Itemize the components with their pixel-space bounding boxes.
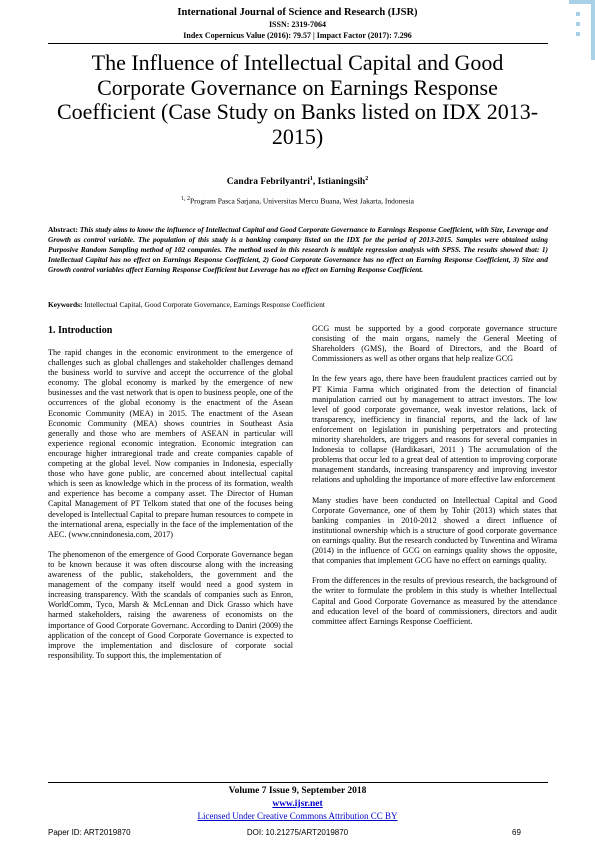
license-link[interactable]: Licensed Under Creative Commons Attribution CC BY [197, 811, 398, 821]
author-2-sup: 2 [365, 176, 369, 182]
journal-name: International Journal of Science and Research (IJSR) [177, 7, 418, 18]
keywords-label: Keywords: [48, 300, 83, 309]
keywords [48, 300, 548, 309]
right-column [312, 324, 557, 637]
author-2: Istianingsih [317, 177, 366, 188]
issn: ISSN: 2319-7064 [268, 20, 327, 29]
section-heading-introduction: 1. Introduction [48, 325, 113, 336]
left-column [48, 348, 293, 671]
paragraph: The rapid changes in the economic environment to the emergence of challenges such as global challenges and stakeholder challenges demand the business world to survive and accept the occurrence of the global economy. The global economy is marked by the emergence of new businesses and the vast network that is open to business people, one of the occurrences of the global economy is the enactment of the Asean Economic Community (MEA) in 2015. The enactment of the Asean Economic Community (MEA) shows countries in Southeast Asia generally and those who are members of ASEAN in particular will experience regional economic integration. Economic integration can encourage higher intraregional trade and create companies capable of competing at the global level. Now companies in Indonesia, especially those who have gone public, are concerned about intellectual capital which is seen as knowledge which in the process of its formation, wealth and experience has become a company asset. The Director of Human Capital Management of PT Telkom stated that one of the focuses being developed is Intellectual Capital to prepare human resources to compete in the international arena, especially in the face of the implementation of the AEC. (www.cnnindonesia.com, 2017) [48, 348, 293, 539]
footer-rule [48, 782, 548, 783]
author-1-sup: 1 [309, 176, 313, 182]
paragraph: From the differences in the results of previous research, the background of the writer to formulate the problem in this study is whether Intellectual Capital and Good Corporate Governance as measured by the attendance and education level of the board of commissioners, directors and audit committee affect Earnings Response Coefficient. [312, 576, 557, 626]
website-link[interactable]: www.ijsr.net [272, 799, 323, 809]
paper-id: Paper ID: ART2019870 [48, 828, 131, 837]
page-number: 69 [512, 828, 521, 837]
author-1: Candra Febrilyantri [226, 177, 310, 188]
paragraph: Many studies have been conducted on Intellectual Capital and Good Corporate Governance, one of them by Tohir (2013) which states that banking companies in 2010-2012 showed a direct influence of institutional ownership which is a structure of good corporate governance on earnings quality. But the research conducted by Tuwentina and Wirama (2014) in the influence of GCG on earnings quality shows the opposite, that companies that implement GCG have no effect on earnings quality. [312, 495, 557, 566]
abstract [48, 225, 548, 275]
corner-decoration [565, 0, 595, 60]
keywords-text: Intellectual Capital, Good Corporate Governance, Earnings Response Coefficient [84, 300, 325, 309]
index-impact-factor: Index Copernicus Value (2016): 79.57 | Impact Factor (2017): 7.296 [183, 31, 412, 40]
header-rule [48, 43, 548, 44]
paragraph: GCG must be supported by a good corporate governance structure consisting of the main organs, namely the General Meeting of Shareholders (GMS), the Board of Directors, and the Board of Commissioners as well as other organs that help realize GCG [312, 324, 557, 364]
affiliation: $^{1, 2}$Program Pasca Sarjana, Universitas Mercu Buana, West Jakarta, Indonesia [181, 196, 414, 206]
authors: Candra Febrilyantri$^1$, Istianingsih$^2$ [226, 176, 369, 188]
volume-issue: Volume 7 Issue 9, September 2018 [228, 786, 367, 796]
abstract-text: This study aims to know the influence of Intellectual Capital and Good Corporate Governance to Earnings Response Coefficient, with Size, Leverage and Growth as control variable. The population of this study is a banking company listed on the IDX for the period of 2013-2015. Samples were obtained using Purposive Random Sampling method of 102 companies. The method used in this research is multiple regression analysis with SPSS. The results showed that: 1) Intellectual Capital has no effect on Earnings Response Coefficient, 2) Good Corporate Governance has no effect on Earning Response Coefficient, 3) Size and Growth control variables affect Earning Response Coefficient but Leverage has no effect on Earning Response Coefficient. [48, 225, 548, 275]
doi: DOI: 10.21275/ART2019870 [246, 828, 349, 837]
abstract-label: Abstract: [48, 225, 78, 234]
paragraph: The phenomenon of the emergence of Good Corporate Governance began to be known because it was often discourse along with the increasing awareness of the public, stakeholders, the government and the management of the company itself would need a good system in increasing transparency. With the scandals of companies such as Enron, WorldComm, Tyco, Marsh & McLennan and Dick Grasso which have harmed stakeholders, raising the awareness of economists on the importance of Good Corporate Governanc. According to Daniri (2009) the application of the concept of Good Corporate Governance is expected to improve the implementation and disclosure of corporate social responsibility. To support this, the implementation of [48, 549, 293, 660]
paragraph: In the few years ago, there have been fraudulent practices carried out by PT Kimia Farma which originated from the detection of financial manipulation carried out by management to attract investors. The low level of good corporate governance, weak investor relations, lack of transparency, inefficiency in financial reports, and the lack of law enforcement on legislation in punishing perpetrators and protecting minority shareholders, are triggers and reasons for several companies in Indonesia to collapse (Hardikasari, 2011 ) The accumulation of the problems that occur led to a great deal of attention to improving corporate management standards, increasing transparency and improving investor relations and upholding the importance of more effective law enforcement [312, 374, 557, 485]
paper-title: The Influence of Intellectual Capital and Good Corporate Governance on Earnings Response Coefficient (Case Study on Banks listed on IDX 2013-2015) [56, 50, 539, 149]
